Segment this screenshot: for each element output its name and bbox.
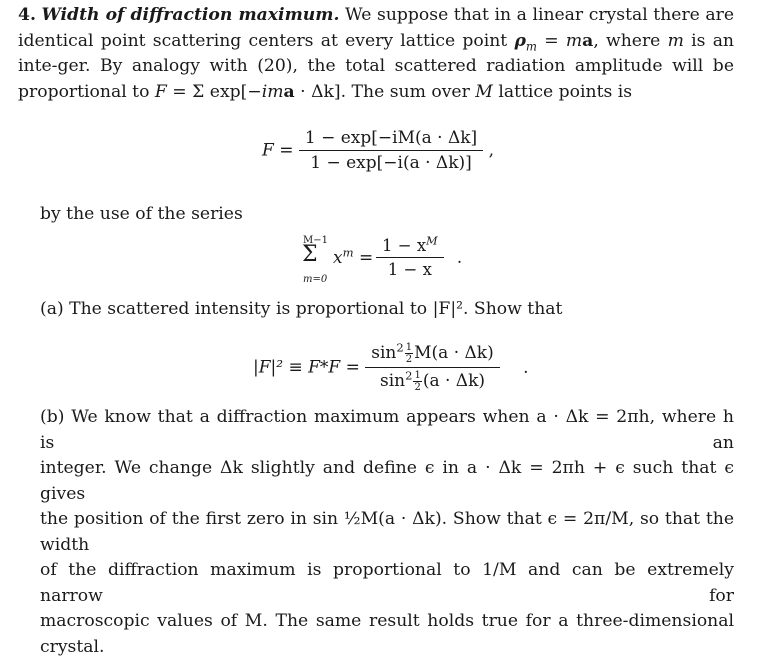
eq2-denominator: 1 − x	[376, 257, 444, 279]
eq3-num-half	[405, 342, 413, 365]
eq1-denominator: 1 − exp[−i(a · Δk)]	[299, 150, 483, 173]
eq3-num-sq: 2	[396, 340, 404, 355]
ma-a: a	[582, 30, 594, 51]
series-intro: by the use of the series	[40, 204, 243, 224]
ma-m: m	[565, 30, 583, 51]
part-b	[40, 405, 734, 660]
m-variable: m	[667, 30, 684, 51]
problem-number: 4.	[18, 5, 36, 25]
equation-intensity	[253, 342, 529, 393]
problem-title: Width of diffraction maximum.	[41, 5, 340, 25]
eq3-num-sin: sin	[371, 343, 397, 363]
eq2-x: x	[333, 248, 343, 268]
eq2-fraction-wrap	[376, 236, 462, 279]
intro-text-3: , where	[593, 30, 668, 51]
eq2-sum-sign: Σ	[302, 242, 318, 267]
eq2-period: .	[456, 248, 463, 267]
eq2-fraction	[376, 236, 444, 279]
eq2-sum-top: M−1	[303, 235, 328, 246]
part-b-line-4: of the diffraction maximum is proportional to 1/M and can be extremely narrow for	[40, 560, 734, 606]
eq1-lhs: F =	[262, 140, 294, 161]
intro-text-2: =	[536, 30, 566, 51]
eq2-term	[333, 245, 374, 268]
part-b-line-3: the position of the first zero in sin ½M(a · Δk). Show that ϵ = 2π/M, so that the width	[40, 509, 734, 555]
part-b-line-2: integer. We change Δk slightly and define ϵ in a · Δk = 2πh + ϵ such that ϵ gives	[40, 458, 734, 504]
eq3-num-half-n: 1	[405, 342, 413, 353]
eq2-sum-bottom: m=0	[303, 274, 328, 285]
intro-text-6: lattice points is	[492, 81, 633, 102]
eq1-comma: ,	[488, 140, 494, 161]
intro-text-1: We suppose that in a linear crystal there are identical point scattering centers at every lattice point	[18, 5, 735, 51]
eq3-den-half-d: 2	[414, 382, 421, 393]
eq3-denominator	[365, 367, 499, 393]
eq3-num-half-d: 2	[405, 354, 413, 365]
eq3-period: .	[523, 357, 529, 378]
eq3-num-arg: M(a · Δk)	[414, 343, 494, 363]
eq2-numerator	[376, 236, 444, 257]
part-b-label: (b)	[40, 407, 65, 427]
F-def-a: a	[283, 81, 295, 102]
intro-text-4: is an inte-ger. By analogy with (20), the total scattered radiation amplitude will be proportional to	[18, 30, 735, 102]
eq3-den-sin: sin	[379, 371, 406, 391]
eq2-x-exp: m	[342, 245, 354, 260]
eq3-den-half-n: 1	[414, 370, 421, 381]
F-symbol: F	[154, 81, 167, 102]
part-a-text: The scattered intensity is proportional to |F|². Show that	[69, 299, 563, 319]
eq2-equals: =	[358, 248, 374, 268]
eq2-num-exp: M	[426, 234, 438, 248]
F-def-im: im	[261, 81, 284, 102]
problem-statement	[18, 3, 734, 105]
rho-symbol: ρ	[514, 30, 526, 51]
part-b-text-1: We know that a diffraction maximum appears when a · Δk = 2πh, where h is an	[40, 407, 734, 453]
rho-subscript: m	[525, 38, 537, 53]
intro-text-5: . The sum over	[340, 81, 476, 102]
eq2-num-text: 1 − x	[382, 236, 427, 255]
F-def-rhs: = Σ exp[−	[166, 81, 262, 102]
part-a	[40, 299, 562, 319]
eq3-lhs: |F|² ≡ F*F =	[253, 357, 360, 378]
eq3-den-arg: (a · Δk)	[422, 371, 486, 391]
eq3-numerator	[365, 342, 499, 367]
eq1-numerator: 1 − exp[−iM(a · Δk]	[304, 128, 478, 148]
eq3-fraction	[365, 342, 499, 393]
part-a-label: (a)	[40, 299, 64, 319]
eq1-fraction	[299, 128, 483, 173]
F-def-tail: · Δk]	[294, 81, 341, 102]
equation-F	[262, 128, 494, 173]
part-b-line-1	[40, 405, 734, 456]
eq3-den-half	[413, 370, 421, 393]
part-b-line-5: macroscopic values of M. The same result holds true for a three-dimensional crystal.	[40, 611, 734, 657]
eq3-den-sq: 2	[405, 368, 413, 383]
M-variable: M	[475, 81, 493, 102]
